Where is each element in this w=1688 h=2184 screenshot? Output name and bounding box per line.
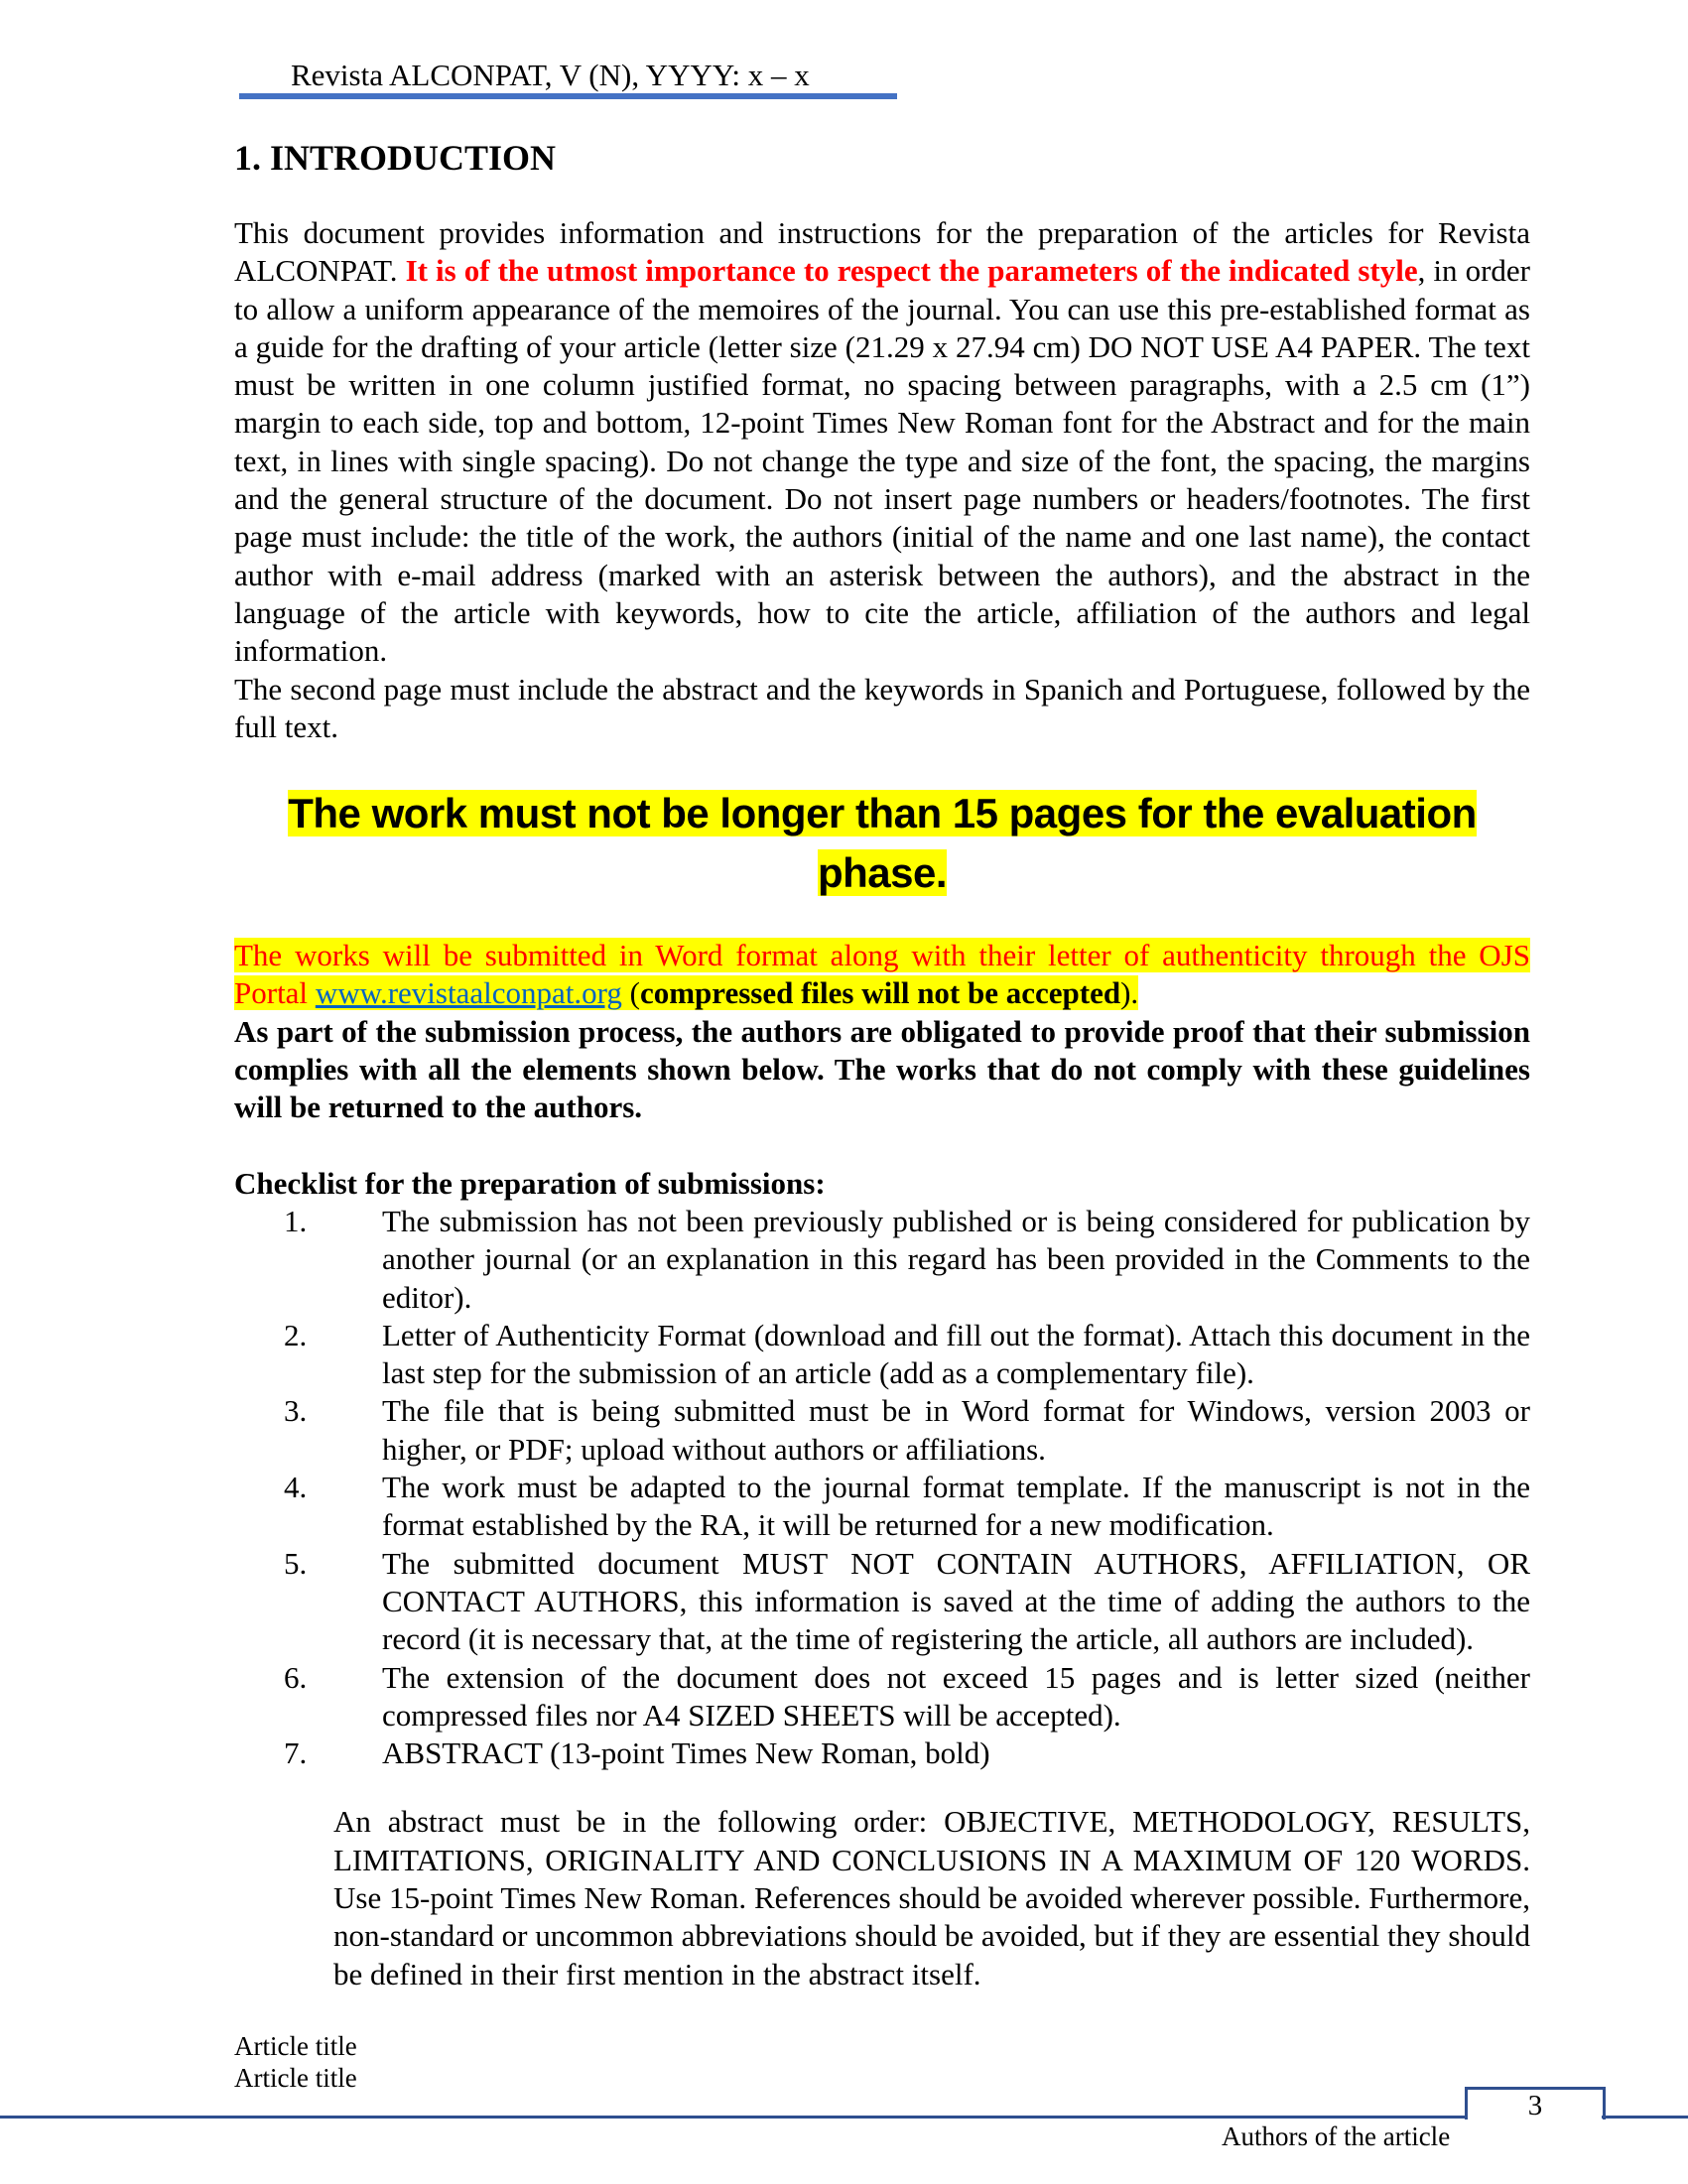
checklist-item-number: 4. — [284, 1470, 308, 1505]
checklist-item — [234, 1734, 1530, 1772]
checklist-item — [234, 1545, 1530, 1659]
submission-text: The works will be submitted in Word format along with their letter of authenticity through the OJS Portal — [234, 938, 1530, 1011]
page-content — [234, 134, 1530, 2024]
intro-text-start: This document provides information and instructions for the preparation of the articles for Revista ALCONPAT. — [234, 215, 1530, 289]
journal-link[interactable]: www.revistaalconpat.org — [315, 975, 622, 1011]
second-page-paragraph: The second page must include the abstract and the keywords in Spanich and Portuguese, followed by the full text. — [234, 671, 1530, 744]
checklist-item-text: Letter of Authenticity Format (download and fill out the format). Attach this document in the last step for the submission of an article (add as a complementary file). — [382, 1317, 1530, 1391]
submission-paragraph — [234, 937, 1530, 1013]
intro-emphasis: It is of the utmost importance to respect the parameters of the indicated style — [405, 253, 1418, 289]
running-header: Revista ALCONPAT, V (N), YYYY: x – x — [291, 58, 810, 92]
checklist-item-text: The extension of the document does not exceed 15 pages and is letter sized (neither compressed files nor A4 SIZED SHEETS will be accepted). — [382, 1659, 1530, 1733]
checklist-item-text: The submission has not been previously published or is being considered for publication by another journal (or an explanation in this regard has been provided in the Comments to the editor). — [382, 1203, 1530, 1315]
footer-authors: Authors of the article — [1222, 2121, 1451, 2151]
checklist-item-number: 2. — [284, 1317, 308, 1352]
footer-article-title: Article title — [234, 2031, 357, 2061]
checklist-item — [234, 1392, 1530, 1469]
compressed-files-note: compressed files will not be accepted — [639, 975, 1121, 1011]
submission-paren-close: ). — [1120, 975, 1139, 1011]
checklist-item-text: ABSTRACT (13-point Times New Roman, bold) — [382, 1735, 990, 1771]
page-limit-notice — [234, 784, 1530, 903]
submission-paren-open: ( — [621, 975, 640, 1011]
checklist-item — [234, 1203, 1530, 1317]
checklist-item — [234, 1659, 1530, 1735]
checklist-item-number: 3. — [284, 1393, 308, 1429]
checklist-item-number: 1. — [284, 1203, 308, 1238]
header-rule — [239, 93, 897, 99]
checklist-item-text: The submitted document MUST NOT CONTAIN AUTHORS, AFFILIATION, OR CONTACT AUTHORS, this information is saved at the time of adding the authors to the record (it is necessary that, at the time of registering the article, all authors are included). — [382, 1545, 1530, 1657]
intro-paragraph — [234, 214, 1530, 671]
checklist — [234, 1203, 1530, 1772]
submission-block — [234, 937, 1530, 1126]
footer-rule-right — [1602, 2116, 1688, 2119]
section-heading: 1. INTRODUCTION — [234, 138, 557, 178]
abstract-instructions: An abstract must be in the following order: OBJECTIVE, METHODOLOGY, RESULTS, LIMITATIONS, ORIGINALITY AND CONCLUSIONS IN A MAXIMUM OF 120 WORDS. Use 15-point Times New Roman. References should be avoided wherever possible. Furthermore, non-standard or uncommon abbreviations should be avoided, but if they are essential they should be defined in their first mention in the abstract itself. — [333, 1804, 1530, 1991]
obligation-paragraph: As part of the submission process, the authors are obligated to provide proof that their submission complies with all the elements shown below. The works that do not comply with these guidelines will be returned to the authors. — [234, 1013, 1530, 1125]
checklist-heading: Checklist for the preparation of submissions: — [234, 1165, 826, 1201]
page-number: 3 — [1527, 2090, 1543, 2121]
checklist-item-text: The file that is being submitted must be in Word format for Windows, version 2003 or higher, or PDF; upload without authors or affiliations. — [382, 1393, 1530, 1467]
checklist-item-text: The work must be adapted to the journal format template. If the manuscript is not in the format established by the RA, it will be returned for a new modification. — [382, 1470, 1530, 1543]
checklist-item — [234, 1469, 1530, 1545]
intro-text-rest: , in order to allow a uniform appearance of the memoires of the journal. You can use this pre-established format as a guide for the drafting of your article (letter size (21.29 x 27.94 cm) DO NOT USE A4 PAPER. The text must be written in one column justified format, no spacing between paragraphs, with a 2.5 cm (1”) margin to each side, top and bottom, 12-point Times New Roman font for the Abstract and for the main text, in lines with single spacing). Do not change the type and size of the font, the spacing, the margins and the general structure of the document. Do not insert page numbers or headers/footnotes. The first page must include: the title of the work, the authors (initial of the name and one last name), the contact author with e-mail address (marked with an asterisk between the authors), and the abstract in the language of the article with keywords, how to cite the article, affiliation of the authors and legal information. — [234, 253, 1530, 669]
checklist-item-number: 6. — [284, 1659, 308, 1695]
checklist-item-number: 7. — [284, 1735, 308, 1771]
checklist-item — [234, 1317, 1530, 1393]
page-limit-text: The work must not be longer than 15 pages for the evaluation phase. — [288, 790, 1477, 897]
checklist-item-number: 5. — [284, 1545, 308, 1581]
footer-rule — [0, 2116, 1467, 2119]
footer-article-title-repeat: Article title — [234, 2063, 357, 2093]
